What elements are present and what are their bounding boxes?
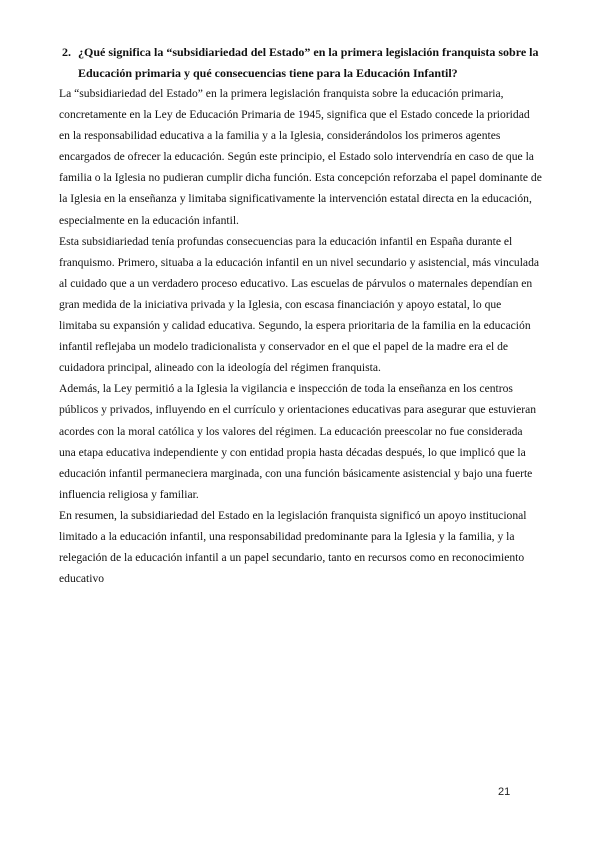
question-heading bbox=[62, 42, 547, 83]
page-number: 21 bbox=[498, 786, 511, 798]
paragraph-2: Esta subsidiariedad tenía profundas consecuencias para la educación infantil en España durante el franquismo. Primero, situaba a la educación infantil en un nivel secundario y asistencial, más vinculada al cuidado que a un verdadero proceso educativo. Las escuelas de párvulos o maternales dependían en gran medida de la iniciativa privada y la Iglesia, con escasa financiación y apoyo estatal, lo que limitaba su expansión y calidad educativa. Segundo, la espera prioritaria de la familia en la educación infantil reflejaba un modelo tradicionalista y conservador en el que el papel de la madre era el de cuidadora principal, alineado con la ideología del régimen franquista. bbox=[59, 234, 540, 375]
answer-body bbox=[59, 83, 542, 589]
paragraph-1: La “subsidiariedad del Estado” en la primera legislación franquista sobre la educación primaria, concretamente en la Ley de Educación Primaria de 1945, significa que el Estado concede la prioridad en la responsabilidad educativa a la familia y a la Iglesia, considerándolos los primeros agentes encargados de ofrecer la educación. Según este principio, el Estado solo intervendría en caso de que la familia o la Iglesia no pudieran cumplir dicha función. Esta concepción reforzaba el papel dominante de la Iglesia en la enseñanza y limitaba significativamente la intervención estatal directa en la educación, especialmente en la educación infantil. bbox=[59, 87, 542, 227]
question-text: ¿Qué significa la “subsidiariedad del Estado” en la primera legislación franquista sobre la Educación primaria y qué consecuencias tiene para la Educación Infantil? bbox=[78, 45, 539, 80]
paragraph-4: En resumen, la subsidiariedad del Estado en la legislación franquista significó un apoyo institucional limitado a la educación infantil, una responsabilidad predominante para la Iglesia y la familia, y la relegación de la educación infantil a un papel secundario, tanto en recursos como en reconocimiento educativo bbox=[59, 508, 527, 586]
paragraph-3: Además, la Ley permitió a la Iglesia la vigilancia e inspección de toda la enseñanza en los centros públicos y privados, influyendo en el currículo y orientaciones educativas para asegurar que estuvieran acordes con la moral católica y los valores del régimen. La educación preescolar no fue considerada una etapa educativa independiente y con entidad propia hasta décadas después, lo que implicó que la educación infantil permaneciera marginada, con una función básicamente asistencial y bajo una fuerte influencia religiosa y familiar. bbox=[59, 382, 537, 501]
question-number: 2. bbox=[62, 45, 71, 59]
